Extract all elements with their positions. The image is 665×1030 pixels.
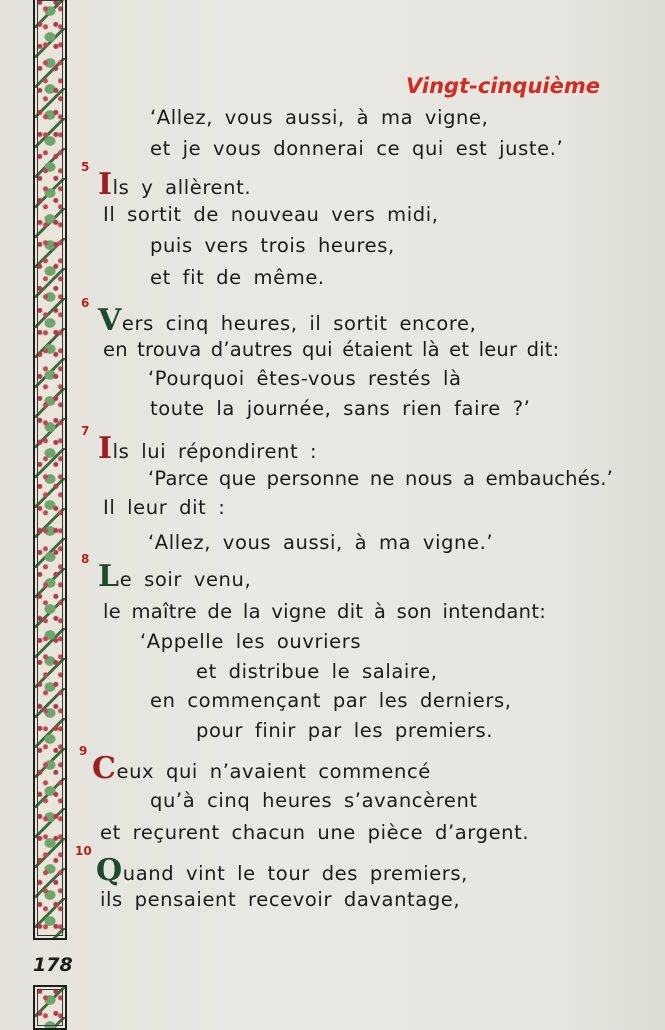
- verse-first-line: [98, 167, 252, 202]
- verse-first-line: [98, 303, 477, 338]
- text-line: ‘Allez, vous aussi, à ma vigne.’: [148, 531, 494, 554]
- verse-number: 6: [81, 296, 90, 310]
- text-line: ‘Parce que personne ne nous a embauchés.’: [148, 467, 614, 490]
- drop-cap: L: [98, 559, 120, 594]
- decorative-vine-border-lower: [33, 985, 67, 1030]
- decorative-vine-border: [33, 0, 67, 940]
- text-line: Il leur dit :: [103, 496, 226, 519]
- text-line: ‘Pourquoi êtes-vous restés là: [148, 367, 462, 390]
- text-line: puis vers trois heures,: [150, 234, 395, 257]
- text-line: ‘Allez, vous aussi, à ma vigne,: [150, 106, 489, 129]
- verse-first-line: [92, 751, 431, 786]
- text-line: toute la journée, sans rien faire ?’: [150, 397, 531, 420]
- text-line: pour finir par les premiers.: [196, 719, 494, 742]
- verse-text: e soir venu,: [119, 568, 252, 591]
- drop-cap: C: [92, 751, 117, 786]
- text-line: Il sortit de nouveau vers midi,: [103, 203, 439, 226]
- text-line: ils pensaient recevoir davantage,: [100, 888, 461, 911]
- text-line: en commençant par les derniers,: [150, 689, 512, 712]
- verse-first-line: [98, 431, 318, 466]
- verse-number: 7: [81, 424, 90, 438]
- verse-number: 10: [75, 844, 92, 858]
- verse-first-line: [98, 559, 252, 594]
- verse-text: ls lui répondirent :: [112, 440, 318, 463]
- text-line: qu’à cinq heures s’avancèrent: [150, 789, 478, 812]
- verse-text: uand vint le tour des premiers,: [122, 862, 468, 885]
- text-line: ‘Appelle les ouvriers: [140, 630, 362, 653]
- text-line: et reçurent chacun une pièce d’argent.: [100, 821, 530, 844]
- drop-cap: I: [98, 167, 113, 202]
- verse-text: eux qui n’avaient commencé: [116, 760, 431, 783]
- drop-cap: I: [98, 431, 113, 466]
- verse-text: ers cinq heures, il sortit encore,: [121, 312, 477, 335]
- text-line: et distribue le salaire,: [196, 660, 438, 683]
- verse-number: 8: [81, 552, 90, 566]
- running-header: Vingt-cinquième: [406, 74, 600, 98]
- verse-text: ls y allèrent.: [112, 176, 252, 199]
- drop-cap: Q: [96, 853, 123, 888]
- drop-cap: V: [98, 303, 122, 338]
- text-line: et je vous donnerai ce qui est juste.’: [150, 137, 564, 160]
- text-line: et fit de même.: [150, 266, 325, 289]
- verse-number: 9: [79, 744, 88, 758]
- page-number: 178: [33, 954, 73, 976]
- verse-first-line: [96, 853, 468, 888]
- text-line: en trouva d’autres qui étaient là et leur dit:: [103, 338, 560, 361]
- text-line: le maître de la vigne dit à son intendant:: [103, 600, 547, 623]
- verse-number: 5: [81, 160, 90, 174]
